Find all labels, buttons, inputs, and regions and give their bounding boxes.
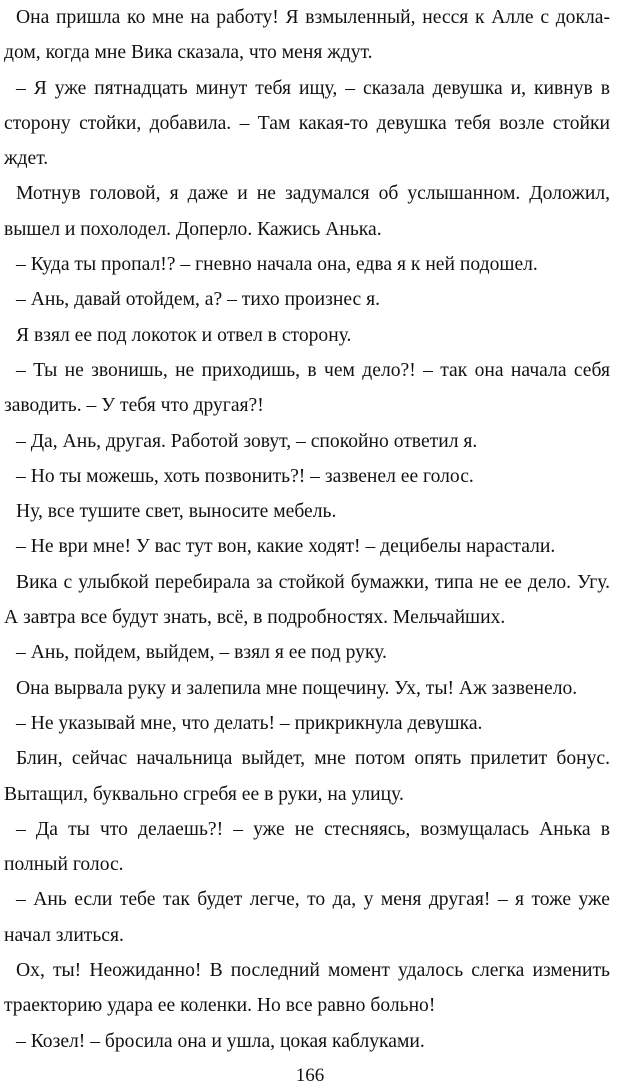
page-text-body — [4, 0, 610, 1059]
paragraph-10: Ну, все тушите свет, выносите мебель. — [16, 501, 337, 523]
paragraph-12: Вика с улыбкой перебирала за стойкой бумажки, типа не ее дело. Угу. А завтра все будут знать, всё, в подробностях. Мельчайших. — [4, 571, 610, 629]
paragraph-6: Я взял ее под локоток и отвел в сторону. — [16, 324, 352, 346]
paragraph-14: Она вырвала руку и залепила мне пощечину. Ух, ты! Аж зазвенело. — [16, 677, 578, 699]
paragraph-11: – Не ври мне! У вас тут вон, какие ходят! – децибелы нарастали. — [16, 536, 556, 558]
paragraph-15: – Не указывай мне, что делать! – прикрикнула девушка. — [16, 712, 483, 734]
paragraph-3: Мотнув головой, я даже и не задумался об услышанном. Доложил, вышел и похолодел. Доперло. Кажись Анька. — [4, 183, 610, 240]
paragraph-19: Ох, ты! Неожиданно! В последний момент удалось слегка изменить траекторию удара ее коленки. Но все равно больно! — [4, 960, 610, 1017]
paragraph-13: – Ань, пойдем, выйдем, – взял я ее под руку. — [16, 642, 387, 664]
paragraph-18: – Ань если тебе так будет легче, то да, у меня другая! – я тоже уже начал злиться. — [4, 889, 610, 946]
paragraph-5: – Ань, давай отойдем, а? – тихо произнес я. — [16, 289, 381, 311]
paragraph-1: Она пришла ко мне на работу! Я взмыленный, несся к Алле с докладом, когда мне Вика сказала, что меня ждут. — [4, 7, 610, 64]
paragraph-2: – Я уже пятнадцать минут тебя ищу, – сказала девушка и, кивнув в сторону стойки, добавила. – Там какая-то девушка тебя возле стойки ждет. — [4, 77, 610, 170]
page-number: 166 — [295, 1065, 325, 1086]
paragraph-8: – Да, Ань, другая. Работой зовут, – спокойно ответил я. — [16, 430, 478, 452]
paragraph-7: – Ты не звонишь, не приходишь, в чем дело?! – так она начала себя заводить. – У тебя что другая?! — [4, 359, 610, 417]
paragraph-17: – Да ты что делаешь?! – уже не стесняясь, возмущалась Анька в полный голос. — [4, 818, 610, 876]
paragraph-9: – Но ты можешь, хоть позвонить?! – зазвенел ее голос. — [16, 465, 474, 487]
paragraph-16: Блин, сейчас начальница выйдет, мне потом опять прилетит бонус. Вытащил, буквально сгребя ее в руки, на улицу. — [4, 748, 610, 805]
paragraph-20: – Козел! – бросила она и ушла, цокая каблуками. — [16, 1030, 425, 1052]
paragraph-4: – Куда ты пропал!? – гневно начала она, едва я к ней подошел. — [16, 254, 538, 276]
